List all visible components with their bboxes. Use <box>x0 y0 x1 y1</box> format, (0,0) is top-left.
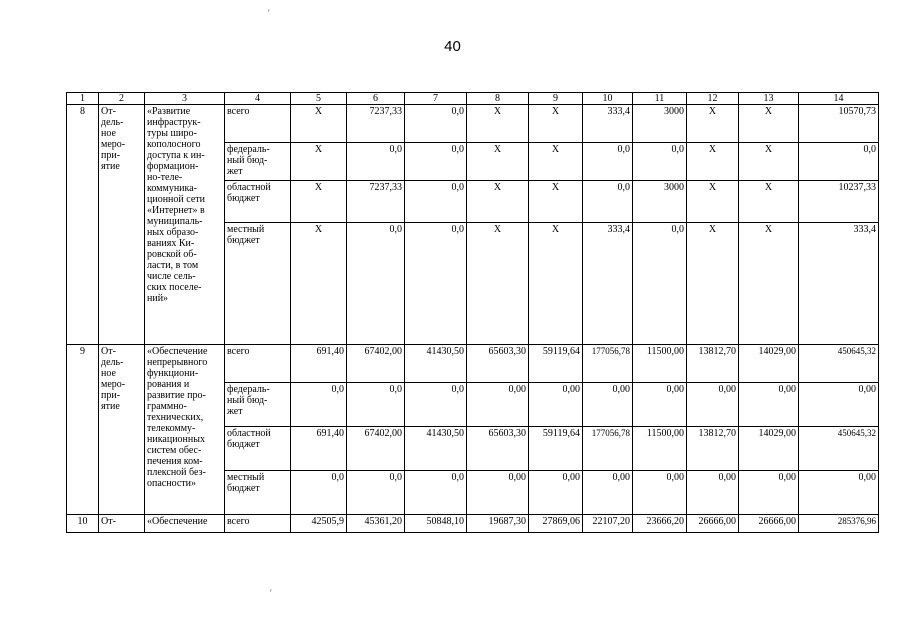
value-cell: 0,0 <box>291 471 347 515</box>
value-cell: 0,00 <box>583 471 633 515</box>
header-cell: 12 <box>687 93 739 105</box>
value-cell: 0,0 <box>799 143 879 181</box>
value-cell: 14029,00 <box>739 345 799 383</box>
value-cell: 13812,70 <box>687 427 739 471</box>
value-cell: 59119,64 <box>529 345 583 383</box>
value-cell: X <box>467 181 529 223</box>
value-cell: 65603,30 <box>467 345 529 383</box>
funding-source: федераль- ный бюд- жет <box>225 143 291 181</box>
value-cell: 0,00 <box>467 471 529 515</box>
value-cell: 0,00 <box>583 383 633 427</box>
value-cell: 0,00 <box>633 383 687 427</box>
value-cell: 0,0 <box>405 471 467 515</box>
value-cell: X <box>529 181 583 223</box>
header-cell: 5 <box>291 93 347 105</box>
value-cell: 7237,33 <box>347 105 405 143</box>
activity-name: «Обеспечение <box>145 515 225 533</box>
value-cell: 11500,00 <box>633 427 687 471</box>
value-cell: 0,00 <box>467 383 529 427</box>
value-cell: 42505,9 <box>291 515 347 533</box>
value-cell: 22107,20 <box>583 515 633 533</box>
value-cell: 41430,50 <box>405 427 467 471</box>
value-cell: X <box>687 223 739 345</box>
value-cell: 691,40 <box>291 345 347 383</box>
funding-source: местный бюджет <box>225 471 291 515</box>
value-cell: 11500,00 <box>633 345 687 383</box>
budget-table <box>66 92 879 533</box>
activity-type: От- дель- ное меро- при- ятие <box>99 345 145 515</box>
header-cell: 7 <box>405 93 467 105</box>
value-cell: 41430,50 <box>405 345 467 383</box>
value-cell: 0,0 <box>405 223 467 345</box>
value-cell: 177056,78 <box>583 345 633 383</box>
scan-mark: ' <box>270 588 272 598</box>
value-cell: 13812,70 <box>687 345 739 383</box>
value-cell: 14029,00 <box>739 427 799 471</box>
value-cell: 177056,78 <box>583 427 633 471</box>
header-cell: 14 <box>799 93 879 105</box>
value-cell: 10237,33 <box>799 181 879 223</box>
value-cell: 50848,10 <box>405 515 467 533</box>
value-cell: 0,00 <box>529 471 583 515</box>
value-cell: X <box>467 105 529 143</box>
value-cell: 333,4 <box>799 223 879 345</box>
header-cell: 2 <box>99 93 145 105</box>
activity-name: «Обеспечение непрерывного функциони- рования и развитие про- граммно- технических, телекомму- никационных систем обес- печения ком- плексной без- опасности» <box>145 345 225 515</box>
value-cell: 67402,00 <box>347 345 405 383</box>
value-cell: 0,0 <box>633 143 687 181</box>
value-cell: 0,00 <box>739 471 799 515</box>
funding-source: всего <box>225 515 291 533</box>
value-cell: 3000 <box>633 105 687 143</box>
funding-source: областной бюджет <box>225 181 291 223</box>
value-cell: 0,0 <box>405 383 467 427</box>
header-cell: 11 <box>633 93 687 105</box>
value-cell: X <box>291 223 347 345</box>
value-cell: 450645,32 <box>799 345 879 383</box>
funding-source: местный бюджет <box>225 223 291 345</box>
value-cell: 59119,64 <box>529 427 583 471</box>
value-cell: X <box>687 181 739 223</box>
value-cell: 3000 <box>633 181 687 223</box>
header-cell: 6 <box>347 93 405 105</box>
value-cell: 450645,32 <box>799 427 879 471</box>
value-cell: 27869,06 <box>529 515 583 533</box>
row-number: 8 <box>67 105 99 345</box>
header-cell: 10 <box>583 93 633 105</box>
value-cell: 0,00 <box>633 471 687 515</box>
row-number: 9 <box>67 345 99 515</box>
value-cell: 0,0 <box>583 181 633 223</box>
value-cell: X <box>467 223 529 345</box>
value-cell: X <box>529 143 583 181</box>
header-cell: 9 <box>529 93 583 105</box>
value-cell: 0,0 <box>291 383 347 427</box>
value-cell: 65603,30 <box>467 427 529 471</box>
value-cell: 23666,20 <box>633 515 687 533</box>
value-cell: 0,0 <box>633 223 687 345</box>
activity-name: «Развитие инфраструк- туры широ- кополосного доступа к ин- формацион- но-теле- коммуника- ционной сети «Интернет» в муниципаль- ных образо- ваниях Ки- ровской об- ласти, в том числе сель- ских поселе- ний» <box>145 105 225 345</box>
header-cell: 1 <box>67 93 99 105</box>
value-cell: 10570,73 <box>799 105 879 143</box>
value-cell: 0,0 <box>583 143 633 181</box>
value-cell: X <box>529 105 583 143</box>
funding-source: областной бюджет <box>225 427 291 471</box>
value-cell: 333,4 <box>583 223 633 345</box>
value-cell: 0,00 <box>739 383 799 427</box>
value-cell: 691,40 <box>291 427 347 471</box>
value-cell: X <box>739 181 799 223</box>
value-cell: 0,0 <box>347 471 405 515</box>
value-cell: X <box>739 105 799 143</box>
scan-mark: ' <box>268 8 270 18</box>
header-cell: 8 <box>467 93 529 105</box>
value-cell: X <box>467 143 529 181</box>
header-cell: 13 <box>739 93 799 105</box>
value-cell: 67402,00 <box>347 427 405 471</box>
value-cell: 0,0 <box>347 143 405 181</box>
value-cell: 285376,96 <box>799 515 879 533</box>
value-cell: 26666,00 <box>739 515 799 533</box>
value-cell: X <box>291 105 347 143</box>
value-cell: X <box>739 143 799 181</box>
value-cell: 0,0 <box>347 383 405 427</box>
value-cell: 0,00 <box>799 471 879 515</box>
value-cell: X <box>529 223 583 345</box>
value-cell: 333,4 <box>583 105 633 143</box>
value-cell: 0,00 <box>529 383 583 427</box>
header-cell: 4 <box>225 93 291 105</box>
value-cell: 0,00 <box>687 471 739 515</box>
value-cell: 7237,33 <box>347 181 405 223</box>
value-cell: 19687,30 <box>467 515 529 533</box>
table-row <box>67 105 879 143</box>
table-row <box>67 515 879 533</box>
value-cell: X <box>291 181 347 223</box>
table-row <box>67 345 879 383</box>
value-cell: 0,0 <box>405 105 467 143</box>
value-cell: X <box>687 143 739 181</box>
value-cell: X <box>687 105 739 143</box>
page-number: 40 <box>444 38 461 55</box>
value-cell: 0,00 <box>687 383 739 427</box>
value-cell: X <box>291 143 347 181</box>
value-cell: X <box>739 223 799 345</box>
row-number: 10 <box>67 515 99 533</box>
header-row <box>67 93 879 105</box>
activity-type: От- <box>99 515 145 533</box>
funding-source: федераль- ный бюд- жет <box>225 383 291 427</box>
value-cell: 26666,00 <box>687 515 739 533</box>
header-cell: 3 <box>145 93 225 105</box>
funding-source: всего <box>225 105 291 143</box>
value-cell: 0,0 <box>405 181 467 223</box>
value-cell: 0,00 <box>799 383 879 427</box>
value-cell: 45361,20 <box>347 515 405 533</box>
funding-source: всего <box>225 345 291 383</box>
value-cell: 0,0 <box>347 223 405 345</box>
value-cell: 0,0 <box>405 143 467 181</box>
activity-type: От- дель- ное меро- при- ятие <box>99 105 145 345</box>
